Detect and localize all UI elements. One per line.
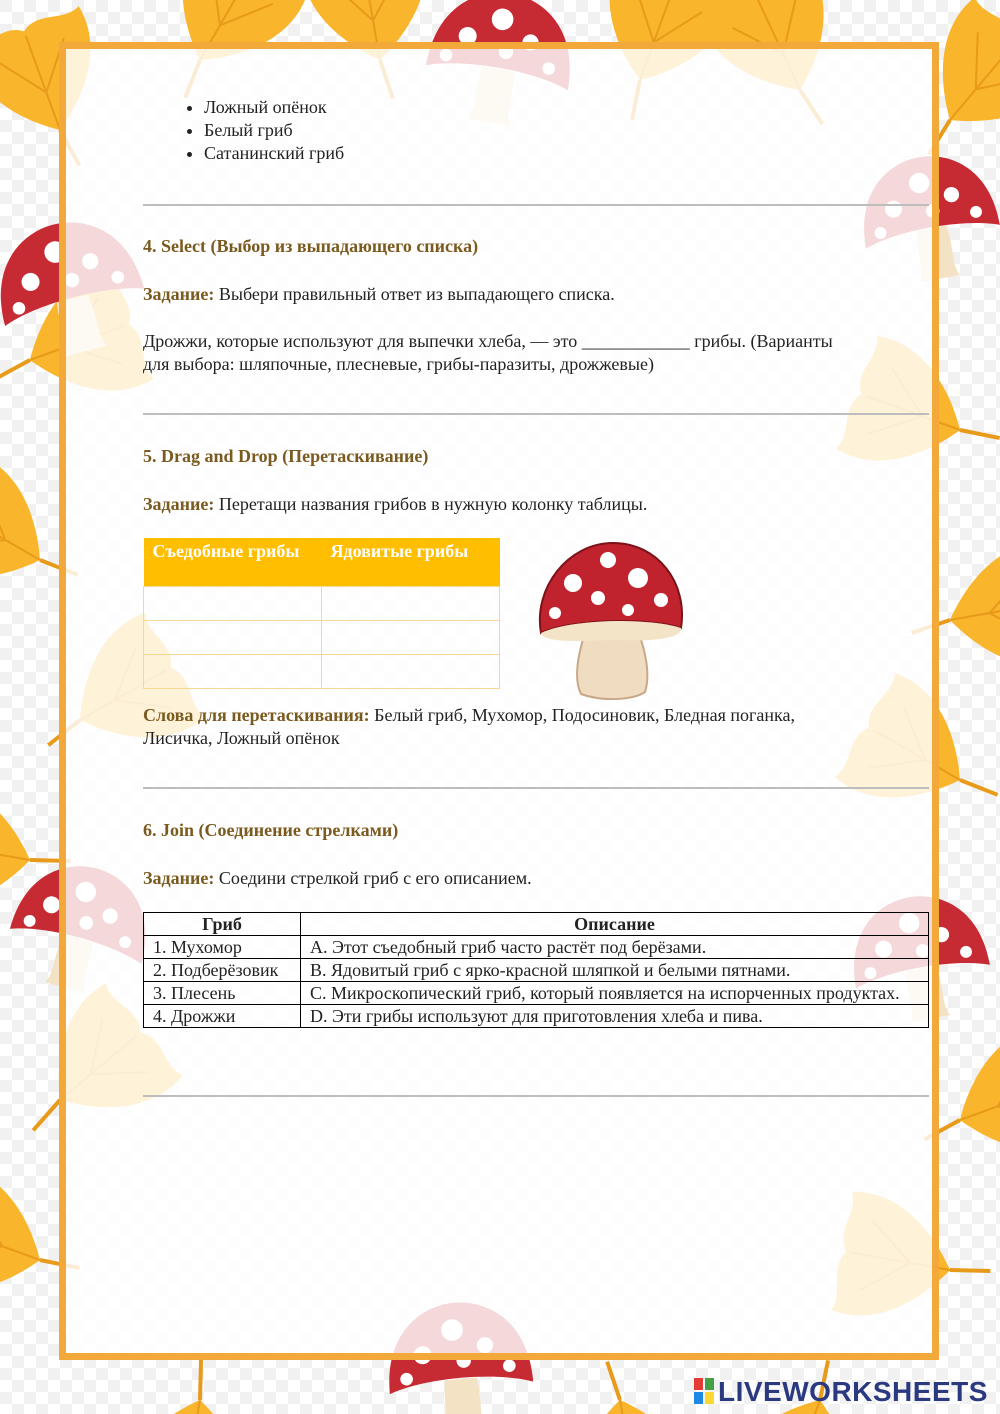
mushroom-cell[interactable]: 2. Подберёзовик [144,959,301,982]
table-row [144,982,929,1005]
task-text: Перетащи названия грибов в нужную колонку таблицы. [214,494,648,514]
description-cell[interactable]: A. Этот съедобный гриб часто растёт под берёзами. [301,936,929,959]
task-text: Соедини стрелкой гриб с его описанием. [214,868,532,888]
section-divider [143,204,929,206]
task-line [143,283,615,306]
drag-words-line: Лисичка, Ложный опёнок [143,728,340,748]
section-title: 4. Select (Выбор из выпадающего списка) [143,236,479,256]
table-row [144,959,929,982]
drop-cell[interactable] [322,621,500,655]
column-header-mushroom: Гриб [144,913,301,936]
table-row [144,1005,929,1028]
section-divider [143,787,929,789]
drop-cell[interactable] [322,587,500,621]
mushroom-cell[interactable]: 3. Плесень [144,982,301,1005]
question-line: Дрожжи, которые используют для выпечки хлеба, — это ____________ грибы. (Варианты [143,331,833,351]
section-title: 6. Join (Соединение стрелками) [143,820,399,840]
drag-drop-table [143,538,500,689]
drop-cell[interactable] [144,587,322,621]
table-row [144,936,929,959]
drag-words-line [143,704,795,727]
task-line [143,867,532,890]
drop-cell[interactable] [144,621,322,655]
section-divider [143,1095,929,1097]
task-text: Выбери правильный ответ из выпадающего списка. [214,284,615,304]
column-header-description: Описание [301,913,929,936]
column-header-poisonous: Ядовитые грибы [322,538,500,587]
task-label: Задание: [143,868,215,888]
list-item: • Белый гриб [204,119,344,142]
task-label: Задание: [143,284,215,304]
logo-text: LIVEWORKSHEETS [718,1376,988,1407]
column-header-edible: Съедобные грибы [144,538,322,587]
description-cell[interactable]: C. Микроскопический гриб, который появляется на испорченных продуктах. [301,982,929,1005]
drop-cell[interactable] [322,655,500,689]
mushroom-cell[interactable]: 1. Мухомор [144,936,301,959]
mushroom-illustration [533,538,688,700]
liveworksheets-logo [694,1376,988,1408]
list-item: • Сатанинский гриб [204,142,344,165]
liveworksheets-logo-icon [694,1378,714,1404]
matching-table [143,912,929,1028]
answer-options-list [160,96,344,165]
drag-words: Белый гриб, Мухомор, Подосиновик, Бледная поганка, [369,705,796,725]
mushroom-cell[interactable]: 4. Дрожжи [144,1005,301,1028]
drag-words-label: Слова для перетаскивания: [143,705,370,725]
description-cell[interactable]: D. Эти грибы используют для приготовления хлеба и пива. [301,1005,929,1028]
question-line: для выбора: шляпочные, плесневые, грибы-паразиты, дрожжевые) [143,354,654,374]
description-cell[interactable]: B. Ядовитый гриб с ярко-красной шляпкой и белыми пятнами. [301,959,929,982]
task-line [143,493,647,516]
section-title: 5. Drag and Drop (Перетаскивание) [143,446,429,466]
list-item: • Ложный опёнок [204,96,344,119]
section-divider [143,413,929,415]
drop-cell[interactable] [144,655,322,689]
task-label: Задание: [143,494,215,514]
